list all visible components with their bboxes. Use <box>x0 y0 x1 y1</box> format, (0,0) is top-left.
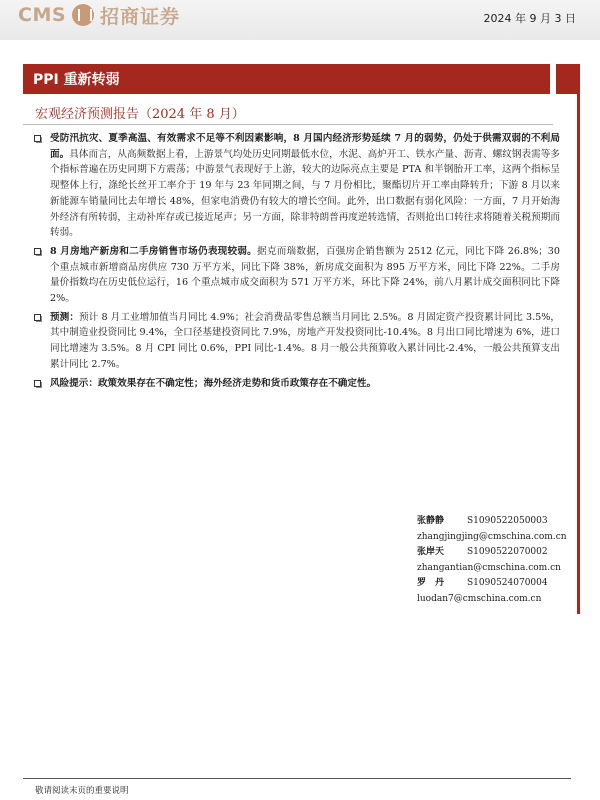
bullet-item <box>30 131 560 241</box>
footer-note: 敬请阅读末页的重要说明 <box>35 786 129 796</box>
analyst-email: zhangjingjing@cmschina.com.cn <box>417 531 567 542</box>
page-title: PPI 重新转弱 <box>33 72 120 88</box>
bullet-box-icon <box>34 135 41 142</box>
logo-zh-text: 招商证券 <box>100 5 181 28</box>
cms-emblem-icon <box>72 4 94 26</box>
analyst-row <box>417 576 577 592</box>
bullet-box-icon <box>34 380 41 387</box>
analyst-name: 罗 丹 <box>417 578 445 588</box>
analyst-name: 张静静 <box>417 516 445 526</box>
bullet-box-icon <box>34 314 41 321</box>
bullet-body: 预计 8 月工业增加值当月同比 4.9%；社会消费品零售总额当月同比 2.5%。8 月固定资产投资累计同比 3.5%，其中制造业投资同比 9.4%，全口径基建投资同比 7.9%，房地产开发投资同比-10.4%。8 月出口同比增速为 6%，进口同比增速为 3.5%。8 月 CPI 同比 0.6%，PPI 同比-1.4%。8 月一般公共预算收入累计同比-2.4%，一般公共预算支出累计同比 2.7%。 <box>50 311 561 370</box>
footer-divider <box>23 778 571 779</box>
analyst-list <box>417 514 577 607</box>
right-rule <box>577 94 580 614</box>
analyst-id: S1090524070004 <box>467 578 548 588</box>
bullet-body: 具体而言，从高频数据上看，上游景气均处历史同期最低水位，水泥、高炉开工、铁水产量、沥青、螺纹钢表需等多个指标普遍在历史同期下方震荡；中游景气表现好于上游，较大的边际亮点主要是 PTA 和半钢胎开工率，这两个指标呈现整体上行，涤纶长丝开工率介于 19 年与 23 年同期之间，与 7 月份相比，聚酯切片开工率由降转升；下游 8 月以来新能源车销量同比去年增长 48%，但家电消费仍有较大的增长空间。此外，出口数据有弱化风险：一方面，7 月开始海外经济有所转弱，主动补库存或已接近尾声；另一方面，除非特朗普再度逆转选情，否则抢出口转往求将随着关税预期而转弱。 <box>50 148 561 239</box>
analyst-name: 张岸天 <box>417 547 445 557</box>
summary-content <box>30 131 560 394</box>
bullet-lead: 8 月房地产新房和二手房销售市场仍表现较弱。 <box>50 245 258 257</box>
bullet-item <box>30 376 560 392</box>
bullet-item <box>30 310 560 373</box>
company-logo <box>18 2 180 28</box>
title-bar-right-block <box>556 64 580 94</box>
bullet-lead: 受防汛抗灾、夏季高温、有效需求不足等不利因素影响，8 月国内经济形势延续 7 月的弱势，仍处于供需双弱的不利局面。 <box>50 133 560 160</box>
analyst-row <box>417 514 577 530</box>
analyst-email: luodan7@cmschina.com.cn <box>417 593 542 604</box>
bullet-lead: 风险提示：政策效果存在不确定性；海外经济走势和货币政策存在不确定性。 <box>50 377 377 389</box>
logo-cms-text: CMS <box>18 4 67 26</box>
bullet-item <box>30 244 560 307</box>
analyst-id: S1090522070002 <box>467 547 548 557</box>
bullet-box-icon <box>34 248 41 255</box>
bullet-body: 据克而瑞数据，百强房企销售额为 2512 亿元，同比下降 26.8%；30 个重点城市新增商品房供应 730 万平方米，同比下降 38%，新房成交面积为 895 万平方米，同比下降 22%。二手房量价指数均在历史低位运行，16 个重点城市成交面积为 571 万平方米，环比下降 24%，前八月累计成交面积同比下降 2%。 <box>50 245 561 305</box>
report-date: 2024 年 9 月 3 日 <box>483 12 576 25</box>
title-bar <box>23 64 553 94</box>
analyst-id: S1090522050003 <box>467 516 548 526</box>
analyst-email: zhangantian@cmschina.com.cn <box>417 562 561 573</box>
subtitle-divider <box>23 124 553 125</box>
analyst-row <box>417 545 577 561</box>
bullet-lead: 预测： <box>50 311 79 323</box>
report-subtitle: 宏观经济预测报告（2024 年 8 月） <box>35 107 245 122</box>
